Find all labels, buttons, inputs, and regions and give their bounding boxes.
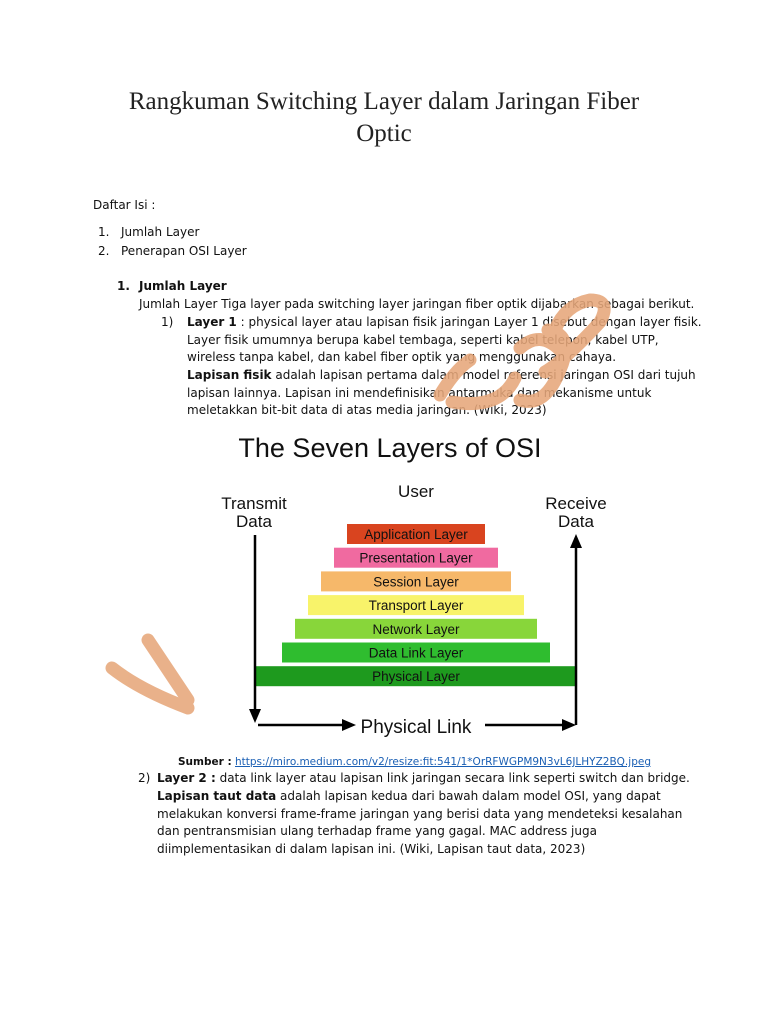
- item1-lead-2: Lapisan fisik: [187, 368, 272, 382]
- source-link[interactable]: https://miro.medium.com/v2/resize:fit:541/1*OrRFWGPM9N3vL6JLHYZ2BQ.jpeg: [235, 756, 651, 768]
- receive-label-line-2: Data: [558, 512, 594, 531]
- physical-link-left-arrowhead: [342, 719, 356, 731]
- section-heading: Jumlah Layer: [139, 279, 227, 293]
- osi-layer-label-3: Session Layer: [373, 574, 459, 590]
- section-intro: Jumlah Layer Tiga layer pada switching layer jaringan fiber optik dijabarkan sebagai berikut.: [139, 297, 695, 311]
- transmit-arrowhead: [249, 709, 261, 723]
- item2-lead-2: Lapisan taut data: [157, 789, 277, 803]
- osi-layer-label-7: Physical Layer: [372, 669, 460, 685]
- section-number: 1.: [117, 279, 130, 293]
- item1-line-6: meletakkan bit-bit data di atas media jaringan. (Wiki, 2023): [187, 403, 547, 417]
- physical-link-label: Physical Link: [360, 717, 472, 738]
- toc-num-1: 1.: [98, 225, 110, 239]
- item1-lead: Layer 1: [187, 315, 237, 329]
- watermark-stroke-1: [112, 668, 188, 708]
- transmit-label-line-2: Data: [236, 512, 272, 531]
- item1-text-4: adalah lapisan pertama dalam model referensi jaringan OSI dari tujuh: [271, 368, 696, 382]
- item2-number: 2): [138, 771, 151, 785]
- osi-figure: [190, 425, 610, 750]
- item2-line-3: melakukan konversi frame-frame jaringan yang berisi data yang mendeteksi kesalahan: [157, 807, 683, 821]
- item2-line-5: diimplementasikan di dalam lapisan ini. (Wiki, Lapisan taut data, 2023): [157, 842, 586, 856]
- item1-line-1: [187, 313, 702, 331]
- osi-layer-label-2: Presentation Layer: [359, 550, 473, 566]
- source-label: Sumber :: [178, 756, 232, 768]
- item2-line-1: [157, 769, 690, 787]
- receive-arrowhead: [570, 534, 582, 548]
- toc-num-2: 2.: [98, 244, 110, 258]
- osi-layer-label-5: Network Layer: [372, 621, 460, 637]
- item1-line-5: lapisan lainnya. Lapisan ini mendefinisikan antarmuka dan mekanisme untuk: [187, 386, 652, 400]
- item2-text-2: adalah lapisan kedua dari bawah dalam model OSI, yang dapat: [276, 789, 661, 803]
- item2-text-1: data link layer atau lapisan link jaringan secara link seperti switch dan bridge.: [215, 771, 690, 785]
- item1-line-2: Layer fisik umumnya berupa kabel tembaga, seperti kabel telepon, kabel UTP,: [187, 333, 659, 347]
- watermark-stroke-2: [148, 640, 188, 700]
- item1-text-1: : physical layer atau lapisan fisik jaringan Layer 1 disebut dengan layer fisik.: [236, 315, 702, 329]
- item1-line-4: [187, 366, 696, 384]
- osi-layer-label-4: Transport Layer: [368, 598, 464, 614]
- item1-line-3: wireless tanpa kabel, dan kabel fiber optik yang menggunakan cahaya.: [187, 350, 617, 364]
- item2-line-2: [157, 787, 661, 805]
- figure-title: The Seven Layers of OSI: [238, 433, 542, 463]
- item2-line-4: dan pentransmisian ulang terhadap frame yang gagal. MAC address juga: [157, 824, 597, 838]
- figure-user-label: User: [398, 482, 434, 501]
- toc-heading: Daftar Isi :: [93, 198, 156, 212]
- osi-layer-label-6: Data Link Layer: [368, 645, 464, 661]
- receive-label-line-1: Receive: [545, 494, 607, 513]
- title-line-1: Rangkuman Switching Layer dalam Jaringan Fiber: [128, 88, 640, 115]
- item2-lead: Layer 2 :: [157, 771, 216, 785]
- item1-number: 1): [161, 315, 174, 329]
- physical-link-right-arrowhead: [562, 719, 576, 731]
- toc-item-2: Penerapan OSI Layer: [121, 244, 247, 258]
- document-title: [90, 86, 678, 150]
- toc-item-1: Jumlah Layer: [121, 225, 200, 239]
- osi-layer-label-1: Application Layer: [364, 527, 468, 542]
- osi-layer-stack: [255, 524, 577, 686]
- title-line-2: Optic: [356, 120, 412, 147]
- transmit-label-line-1: Transmit: [221, 494, 287, 513]
